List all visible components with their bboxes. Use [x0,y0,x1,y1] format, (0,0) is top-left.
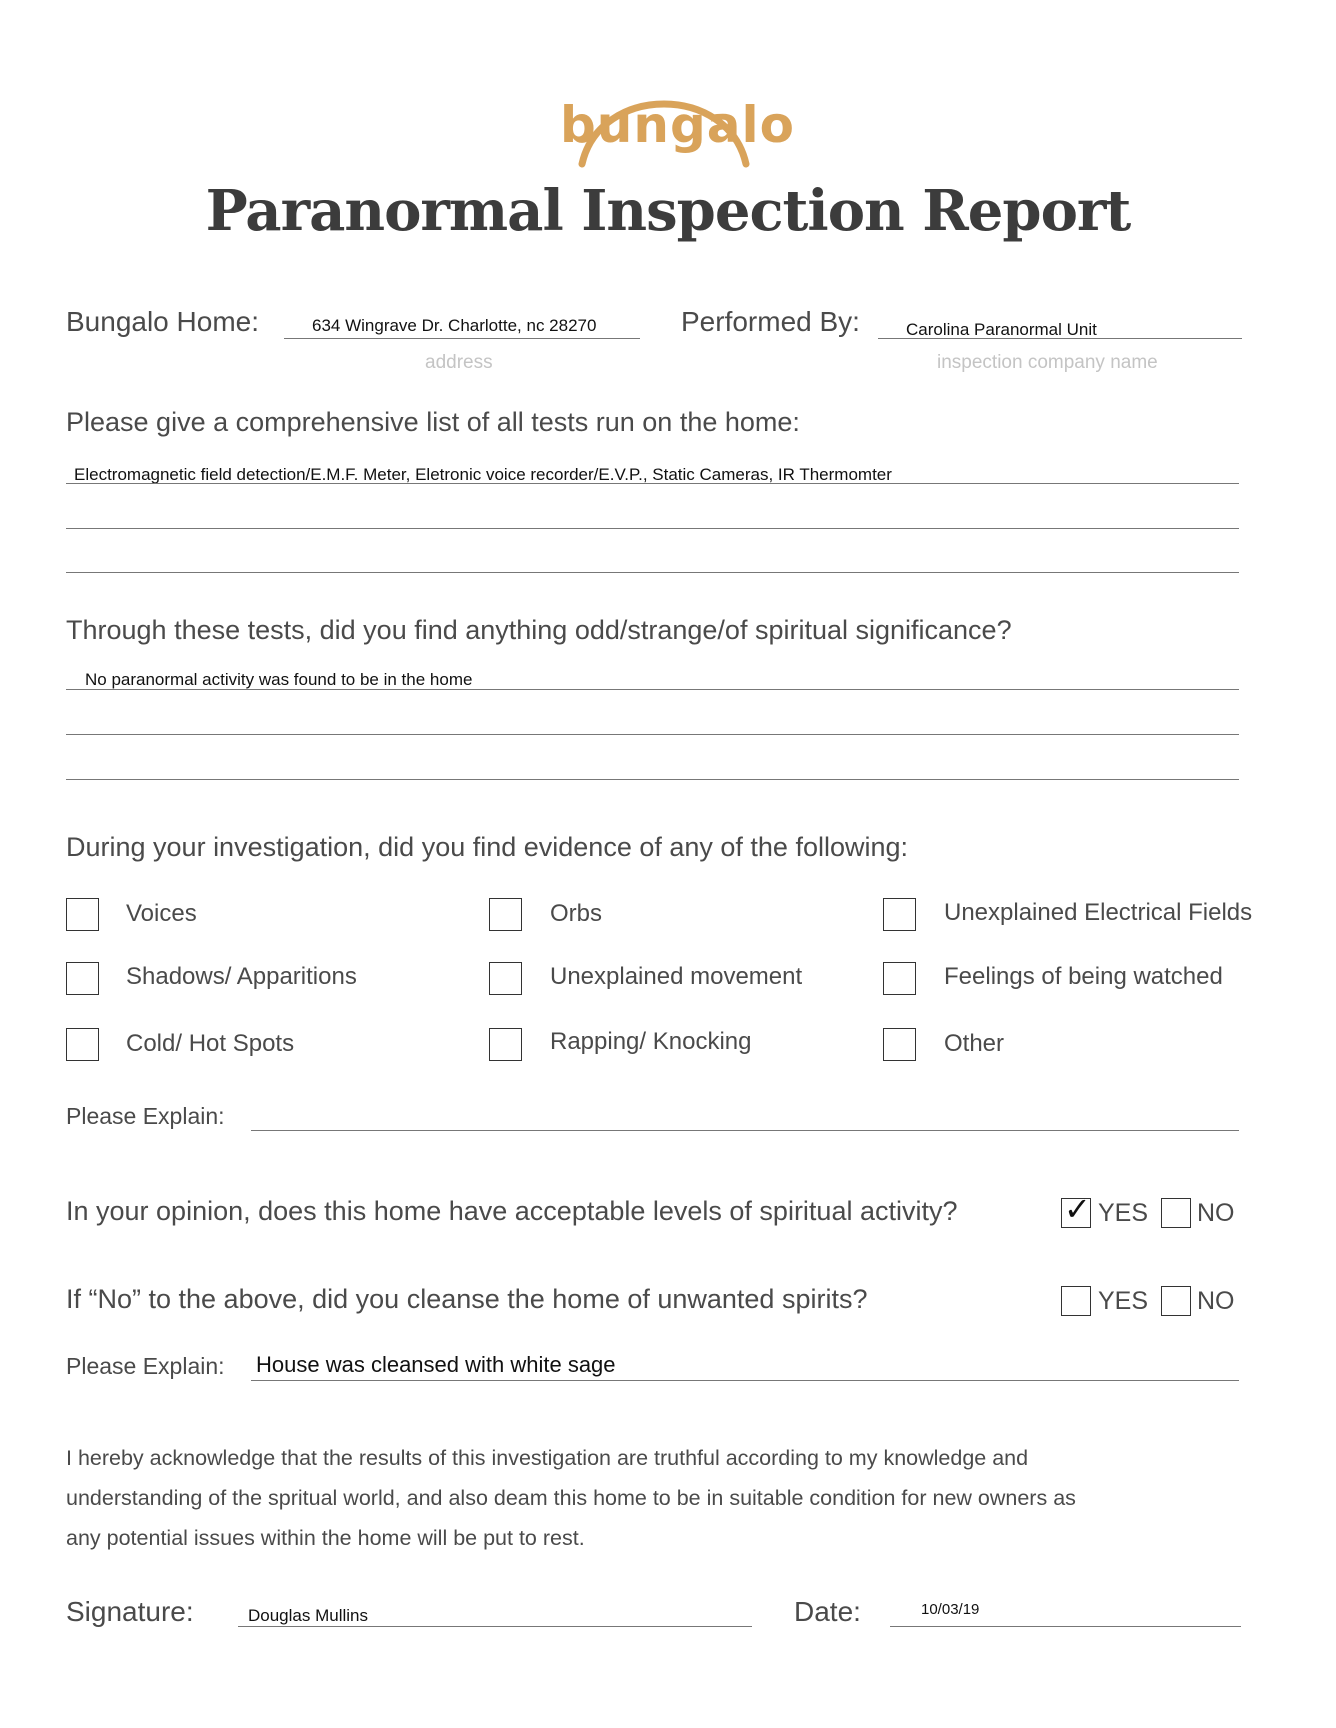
cleanse-question: If “No” to the above, did you cleanse the home of unwanted spirits? [66,1284,868,1314]
opinion-no-checkbox[interactable] [1161,1198,1191,1228]
option-rapping-knocking-label: Rapping/ Knocking [550,1028,752,1055]
cleanse-yes-checkbox[interactable] [1061,1286,1091,1316]
checkmark-icon: ✓ [1064,1191,1091,1227]
option-shadows-apparitions-label: Shadows/ Apparitions [126,963,357,990]
checkbox-voices[interactable] [66,898,99,931]
cleanse-explain-field[interactable] [251,1380,1239,1381]
option-voices-label: Voices [126,900,197,927]
opinion-yes-checkbox[interactable] [1061,1191,1091,1228]
tests-answer-line-3[interactable] [66,572,1239,573]
acknowledgement-line-3: any potential issues within the home will be put to rest. [66,1526,585,1550]
evidence-explain-label: Please Explain: [66,1103,225,1129]
acknowledgement-line-2: understanding of the spritual world, and also deam this home to be in suitable condition for new owners as [66,1486,1076,1510]
bungalo-logo: bungalo [560,96,796,154]
date-field[interactable] [890,1626,1241,1627]
performed-by-value: Carolina Paranormal Unit [906,320,1097,339]
checkbox-cold-hot-spots[interactable] [66,1028,99,1061]
checkbox-feelings-of-being-watched[interactable] [883,962,916,995]
cleanse-no-label: NO [1197,1287,1235,1315]
checkbox-rapping-knocking[interactable] [489,1028,522,1061]
acknowledgement-line-1: I hereby acknowledge that the results of this investigation are truthful according to my knowledge and [66,1446,1029,1470]
performed-by-field[interactable] [878,338,1242,339]
bungalo-home-field[interactable] [284,338,640,339]
date-value: 10/03/19 [921,1601,980,1618]
option-other-label: Other [944,1030,1005,1057]
acknowledgement-text [66,1438,1246,1558]
checkbox-shadows-apparitions[interactable] [66,962,99,995]
tests-answer: Electromagnetic field detection/E.M.F. Meter, Eletronic voice recorder/E.V.P., Static Cameras, IR Thermomter [74,465,892,484]
option-cold-hot-spots-label: Cold/ Hot Spots [126,1030,295,1057]
signature-field[interactable] [238,1626,752,1627]
findings-answer-line-2[interactable] [66,734,1239,735]
checkbox-unexplained-electrical-fields[interactable] [883,898,916,931]
checkbox-other[interactable] [883,1028,916,1061]
cleanse-no-checkbox[interactable] [1161,1286,1191,1316]
option-feelings-of-being-watched-label: Feelings of being watched [944,963,1223,990]
option-unexplained-electrical-fields-label: Unexplained Electrical Fields [944,899,1253,926]
cleanse-explain-value: House was cleansed with white sage [256,1352,616,1377]
bungalo-home-value: 634 Wingrave Dr. Charlotte, nc 28270 [312,316,597,335]
evidence-question: During your investigation, did you find evidence of any of the following: [66,832,909,862]
opinion-yes-label: YES [1098,1199,1149,1227]
evidence-explain-field[interactable] [251,1130,1239,1131]
findings-question: Through these tests, did you find anything odd/strange/of spiritual significance? [66,615,1012,645]
option-unexplained-movement-label: Unexplained movement [550,963,803,990]
page-title: Paranormal Inspection Report [205,178,1131,244]
company-name-hint: inspection company name [937,352,1158,373]
performed-by-label: Performed By: [681,306,860,337]
opinion-no-label: NO [1197,1199,1235,1227]
findings-answer-line-3[interactable] [66,779,1239,780]
tests-question: Please give a comprehensive list of all tests run on the home: [66,407,800,437]
findings-answer-line-1[interactable] [66,689,1239,690]
signature-label: Signature: [66,1596,194,1627]
option-orbs-label: Orbs [550,900,603,927]
signature-value: Douglas Mullins [248,1606,368,1625]
findings-answer: No paranormal activity was found to be in the home [85,670,473,689]
address-hint: address [425,352,493,373]
checkbox-unexplained-movement[interactable] [489,962,522,995]
bungalo-home-label: Bungalo Home: [66,306,260,337]
tests-answer-line-2[interactable] [66,528,1239,529]
checkbox-orbs[interactable] [489,898,522,931]
cleanse-explain-label: Please Explain: [66,1353,225,1379]
date-label: Date: [794,1596,861,1627]
cleanse-yes-label: YES [1098,1287,1149,1315]
opinion-question: In your opinion, does this home have acceptable levels of spiritual activity? [66,1196,958,1226]
tests-answer-line-1[interactable] [66,483,1239,484]
